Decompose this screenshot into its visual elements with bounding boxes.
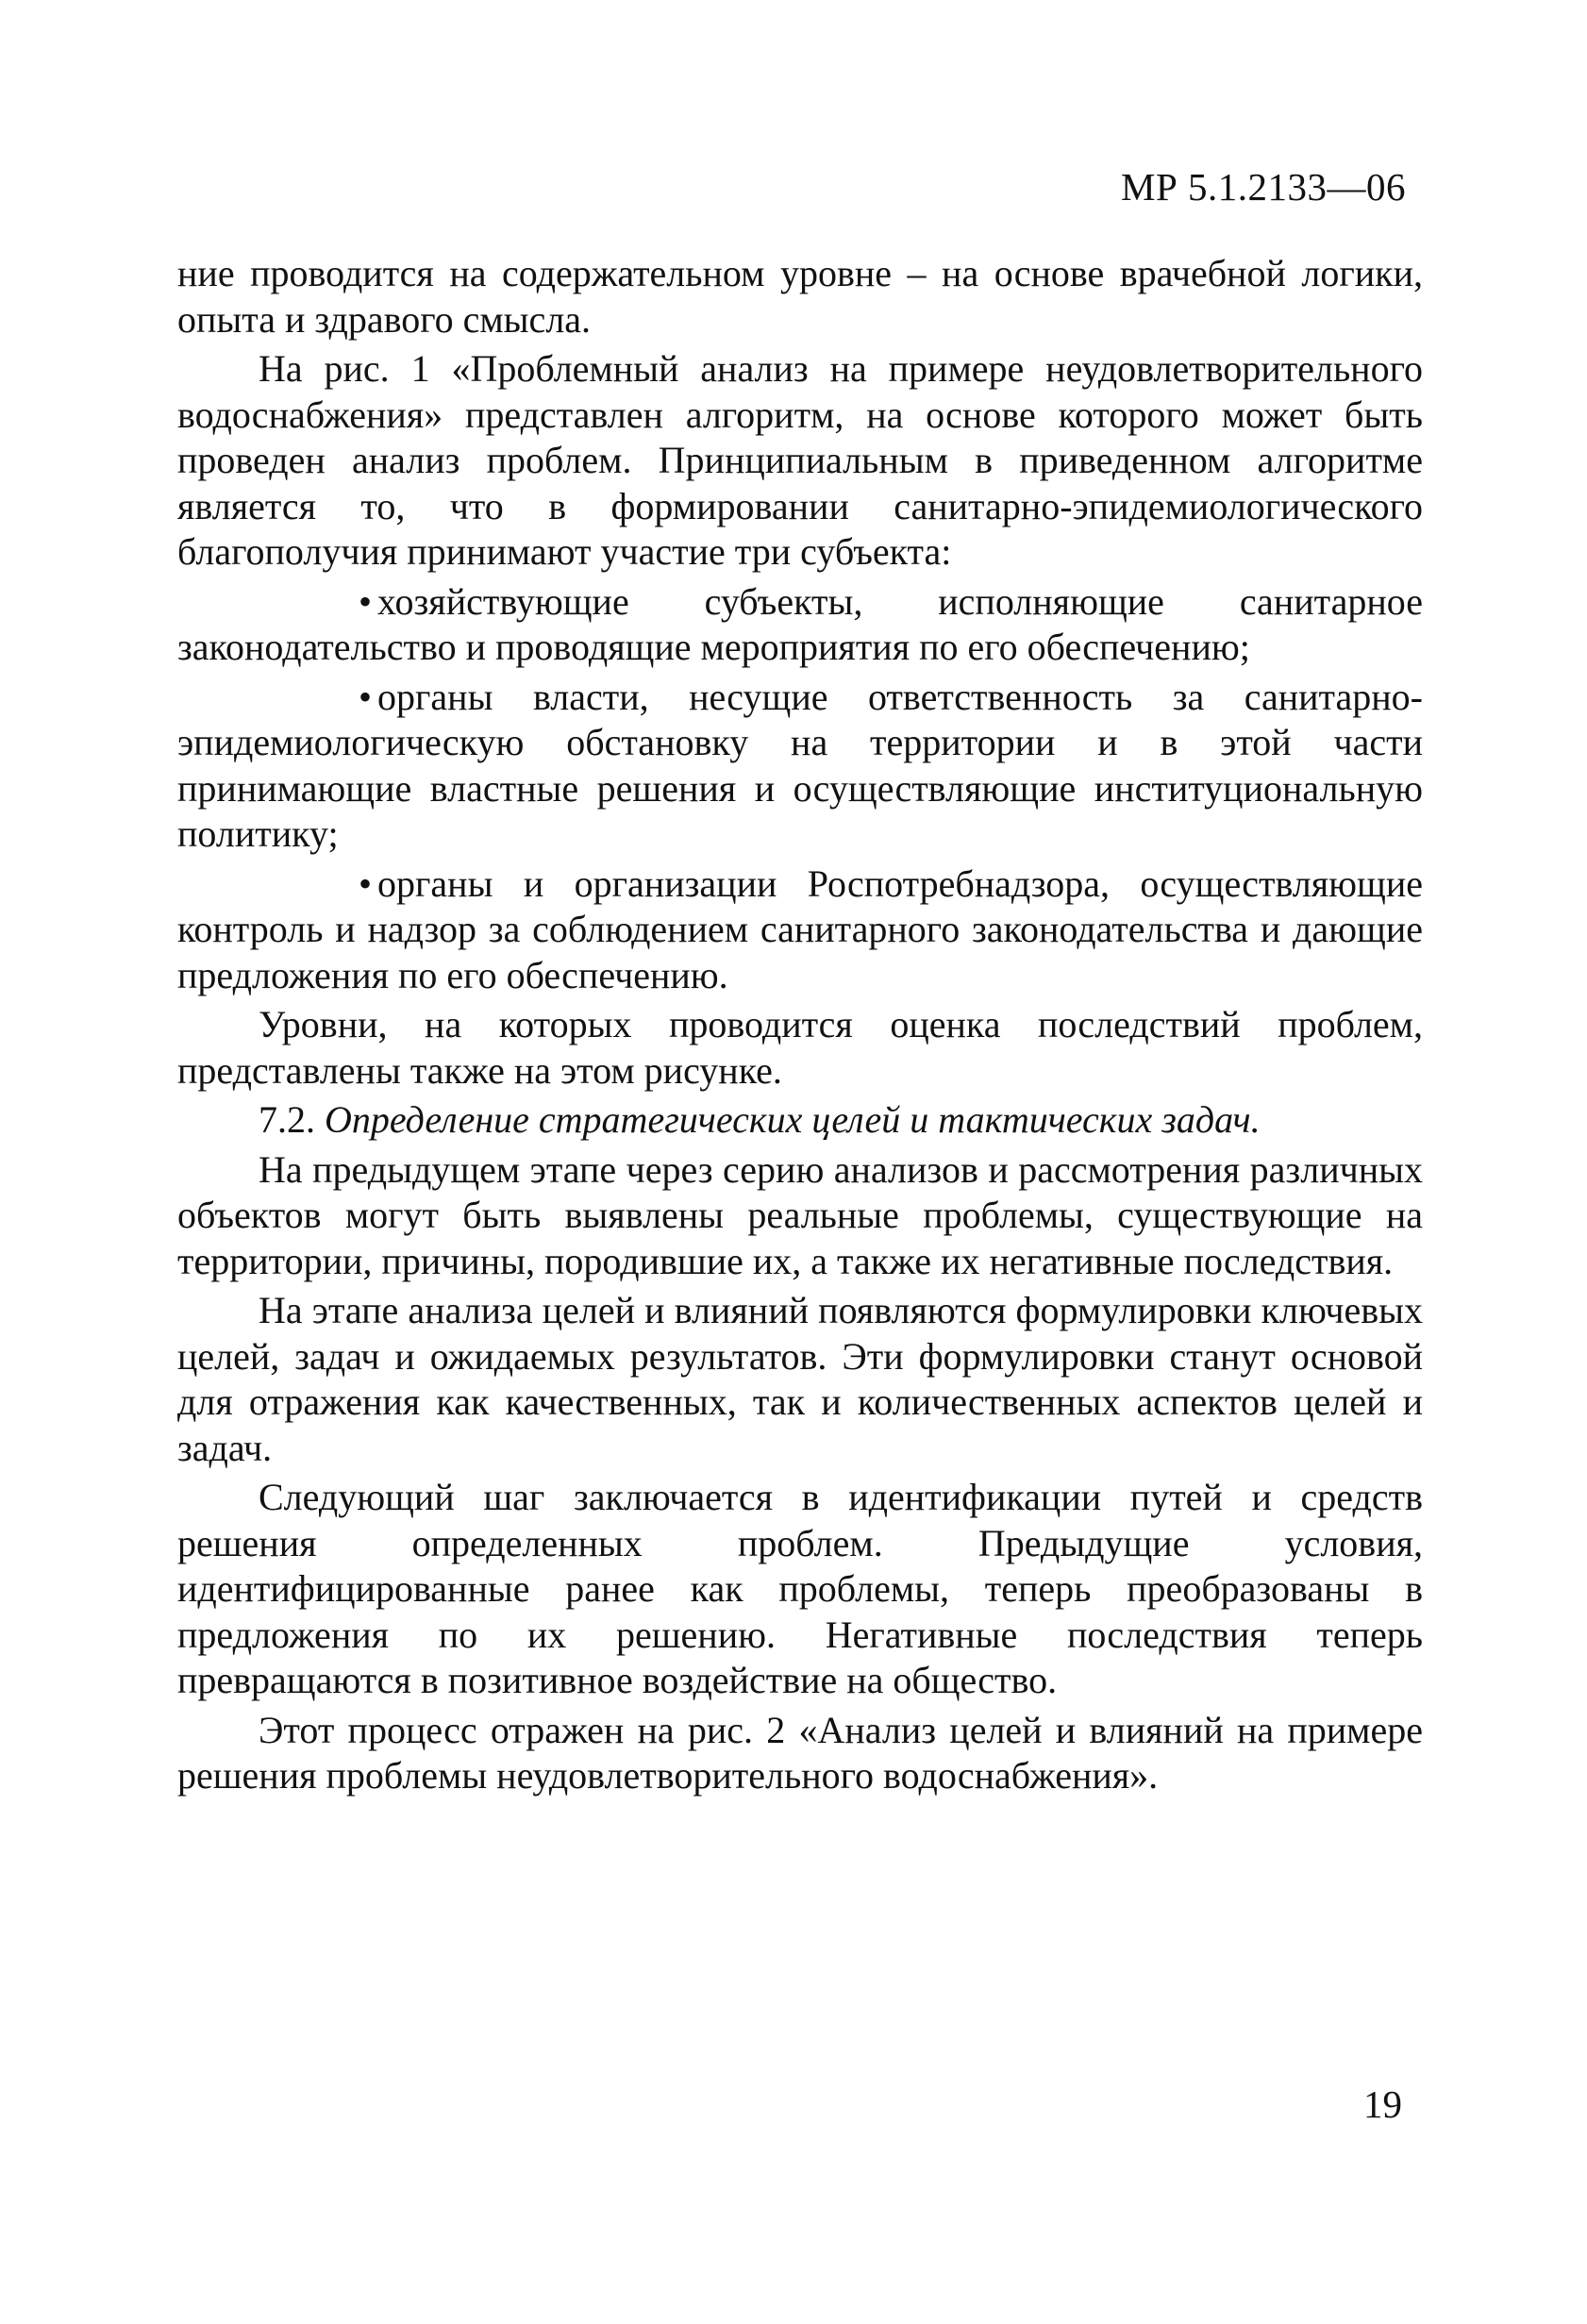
bullet-item-rospotrebnadzor [177, 861, 1423, 999]
bullet-icon: • [359, 579, 373, 623]
document-code: МР 5.1.2133—06 [1120, 165, 1406, 209]
bullet-item-text: органы власти, несущие ответственность за санитарно-эпидемиологическую обстановку на территории и в этой части принимающие властные решения и осуществляющие институциональную политику; [177, 675, 1423, 855]
section-title: Определение стратегических целей и тактических задач. [325, 1098, 1261, 1141]
bullet-icon: • [359, 675, 373, 718]
bullet-item-authorities [177, 675, 1423, 858]
page-number: 19 [1363, 2082, 1402, 2126]
paragraph-next-step: Следующий шаг заключается в идентификации путей и средств решения определенных проблем. Предыдущие условия, идентифицированные ранее как проблемы, теперь преобразованы в предложения по их решению. Негативные последствия теперь превращаются в позитивное воздействие на общество. [177, 1476, 1423, 1701]
paragraph-figure-1-intro: На рис. 1 «Проблемный анализ на примере неудовлетворительного водоснабжения» представлен алгоритм, на основе которого может быть проведен анализ проблем. Принципиальным в приведенном алгоритме является то, что в формировании санитарно-эпидемиологического благополучия принимают участие три субъекта: [177, 347, 1423, 573]
paragraph-goals-analysis: На этапе анализа целей и влияний появляются формулировки ключевых целей, задач и ожидаемых результатов. Эти формулировки станут основой для отражения как качественных, так и количественных аспектов целей и задач. [177, 1289, 1423, 1469]
paragraph-figure-2-ref: Этот процесс отражен на рис. 2 «Анализ целей и влияний на примере решения проблемы неудовлетворительного водоснабжения». [177, 1708, 1423, 1797]
bullet-item-text: хозяйствующие субъекты, исполняющие санитарное законодательство и проводящие мероприятия по его обеспечению; [177, 579, 1423, 668]
body-text [177, 251, 1423, 1803]
bullet-item-text: органы и организации Роспотребнадзора, осуществляющие контроль и надзор за соблюдением санитарного законодательства и дающие предложения по его обеспечению. [177, 861, 1423, 996]
paragraph-previous-stage: На предыдущем этапе через серию анализов и рассмотрения различных объектов могут быть выявлены реальные проблемы, существующие на территории, причины, породившие их, а также их негативные последствия. [177, 1147, 1423, 1282]
section-number: 7.2. [259, 1098, 315, 1141]
section-heading [177, 1097, 1423, 1144]
bullet-item-economic-entities [177, 579, 1423, 671]
paragraph-levels: Уровни, на которых проводится оценка последствий проблем, представлены также на этом рисунке. [177, 1003, 1423, 1092]
bullet-icon: • [359, 861, 373, 905]
paragraph-continuation: ние проводится на содержательном уровне – на основе врачебной логики, опыта и здравого смысла. [177, 252, 1423, 341]
